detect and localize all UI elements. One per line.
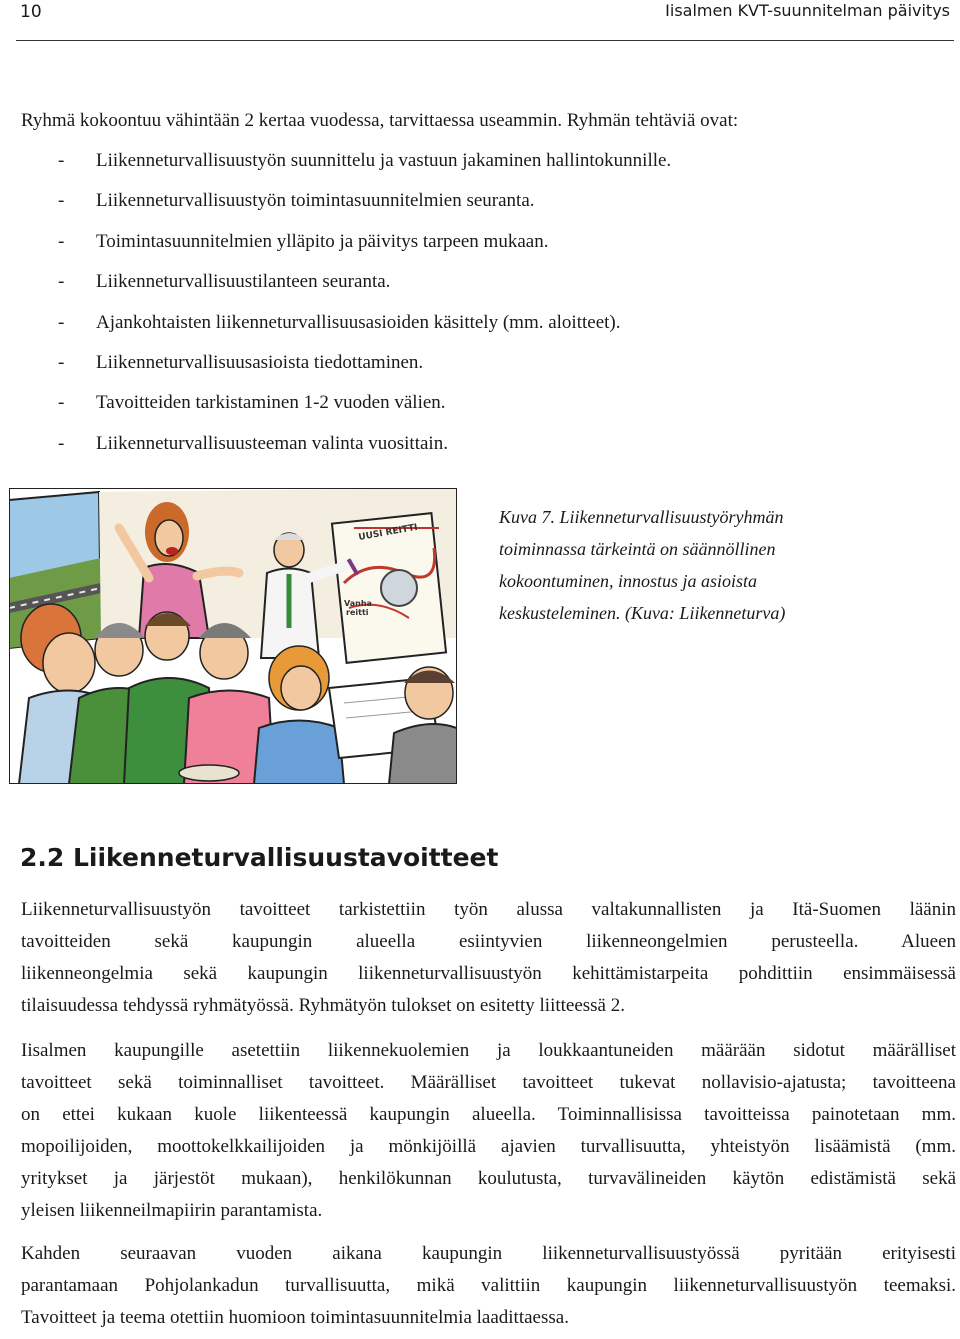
paragraph-line: yleisen liikenneilmapiirin parantamista. xyxy=(21,1200,323,1221)
paragraph-line: liikenneongelmia sekä kaupungin liikenneturvallisuustyön kehittämistarpeita pohdittiin ensimmäisessä xyxy=(21,963,956,984)
body-paragraph-3 xyxy=(21,1243,956,1339)
list-item-text: Liikenneturvallisuustilanteen seuranta. xyxy=(96,271,391,293)
body-paragraph-1 xyxy=(21,899,956,1027)
paragraph-line: mopoilijoiden, moottokelkkailijoiden ja mönkijöillä ajavien turvallisuutta, yhteistyön lisäämistä (mm. xyxy=(21,1136,956,1157)
running-title: Iisalmen KVT-suunnitelman päivitys xyxy=(665,1,950,20)
map-label-new-route: UUSI REITTI xyxy=(357,522,419,543)
paragraph-line: yritykset ja järjestöt mukaan), henkilökunnan koulutusta, turvavälineiden käytön edistämistä sekä xyxy=(21,1168,956,1189)
list-item-text: Liikenneturvallisuustyön toimintasuunnitelmien seuranta. xyxy=(96,190,535,212)
map-label-old-route-1: Vanha xyxy=(344,599,372,608)
paragraph-line: tavoitteet sekä toiminnalliset tavoitteet. Määrälliset tavoitteet tukevat nollavisio-ajatusta; tavoitteena xyxy=(21,1072,956,1093)
paragraph-line: Iisalmen kaupungille asetettiin liikennekuolemien ja loukkaantuneiden määrään sidotut määrälliset xyxy=(21,1040,956,1061)
paragraph-line: tilaisuudessa tehdyssä ryhmätyössä. Ryhmätyön tulokset on esitetty liitteessä 2. xyxy=(21,995,625,1016)
list-item-text: Tavoitteiden tarkistaminen 1-2 vuoden välien. xyxy=(96,392,446,414)
meeting-cartoon-illustration xyxy=(9,488,457,784)
page-header xyxy=(20,0,950,28)
bullet-dash: - xyxy=(58,311,65,333)
list-item-text: Ajankohtaisten liikenneturvallisuusasioiden käsittely (mm. aloitteet). xyxy=(96,311,621,333)
paragraph-line: parantamaan Pohjolankadun turvallisuutta, mikä valittiin kaupungin liikenneturvallisuustyön teemaksi. xyxy=(21,1275,956,1296)
caption-line: kokoontuminen, innostus ja asioista xyxy=(499,571,757,591)
list-item-text: Liikenneturvallisuusteeman valinta vuosittain. xyxy=(96,432,448,454)
body-paragraph-2 xyxy=(21,1040,956,1232)
bullet-dash: - xyxy=(58,351,65,373)
intro-paragraph: Ryhmä kokoontuu vähintään 2 kertaa vuodessa, tarvittaessa useammin. Ryhmän tehtäviä ovat: xyxy=(21,110,739,131)
paragraph-line: tavoitteiden sekä kaupungin alueella esiintyvien liikenneongelmien perusteella. Alueen xyxy=(21,931,956,952)
paragraph-line: on ettei kukaan kuole liikenteessä kaupungin alueella. Toiminnallisissa tavoitteissa painotetaan mm. xyxy=(21,1104,956,1125)
caption-line: toiminnassa tärkeintä on säännöllinen xyxy=(499,539,776,559)
bullet-dash: - xyxy=(58,150,65,171)
bullet-dash: - xyxy=(58,230,65,252)
bullet-dash: - xyxy=(58,432,65,454)
header-divider xyxy=(16,40,954,41)
figure-caption xyxy=(499,501,939,629)
list-item-text: Liikenneturvallisuusasioista tiedottaminen. xyxy=(96,351,424,373)
caption-line: Kuva 7. Liikenneturvallisuustyöryhmän xyxy=(499,507,784,527)
paragraph-line: Kahden seuraavan vuoden aikana kaupungin liikenneturvallisuustyössä pyritään erityisesti xyxy=(21,1243,956,1264)
bullet-dash: - xyxy=(58,271,65,293)
paragraph-line: Liikenneturvallisuustyön tavoitteet tarkistettiin työn alussa valtakunnallisten ja Itä-Suomen läänin xyxy=(21,899,956,920)
page-number: 10 xyxy=(20,2,42,22)
list-item-text: Liikenneturvallisuustyön suunnittelu ja vastuun jakaminen hallintokunnille. xyxy=(96,150,672,171)
map-label-old-route-2: reitti xyxy=(346,608,369,617)
section-heading: 2.2 Liikenneturvallisuustavoitteet xyxy=(20,843,499,872)
list-item-text: Toimintasuunnitelmien ylläpito ja päivitys tarpeen mukaan. xyxy=(96,230,549,252)
paragraph-line: Tavoitteet ja teema otettiin huomioon toimintasuunnitelmia laadittaessa. xyxy=(21,1307,569,1328)
bullet-dash: - xyxy=(58,190,65,212)
caption-line: keskusteleminen. (Kuva: Liikenneturva) xyxy=(499,603,786,623)
bullet-dash: - xyxy=(58,392,65,414)
